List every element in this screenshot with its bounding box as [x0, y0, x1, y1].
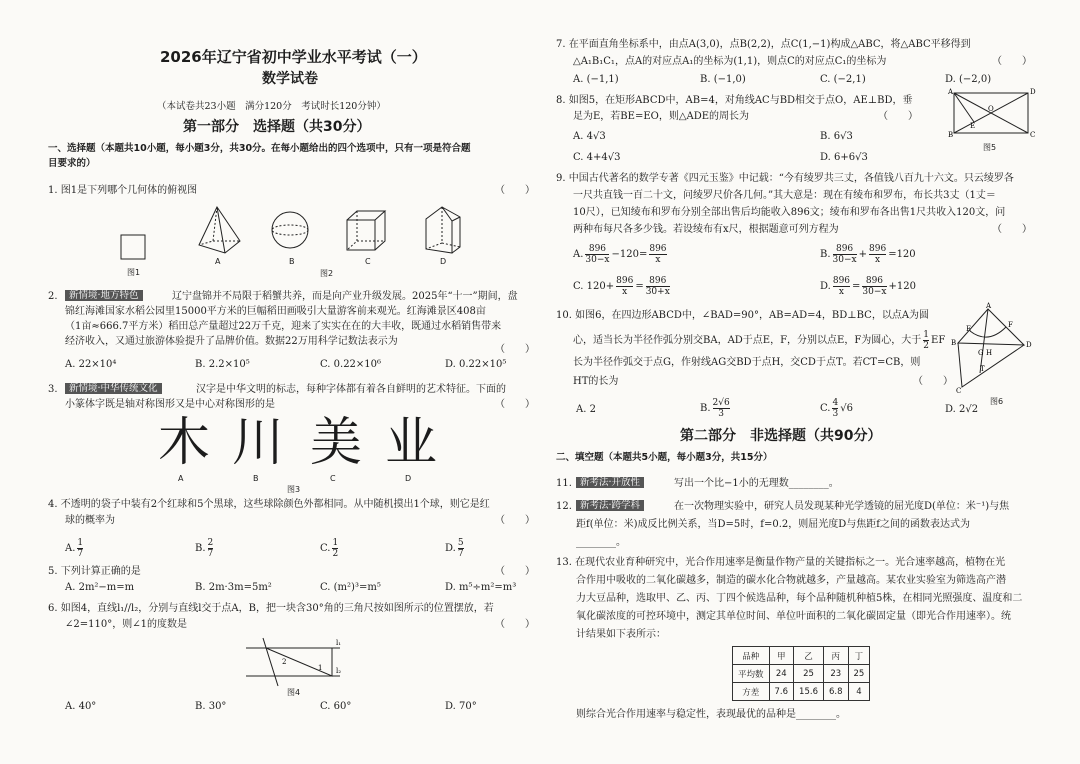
svg-text:D: D [1030, 88, 1036, 96]
q6-option-a: A. 40° [65, 701, 97, 712]
q8-answer-paren: （ ） [878, 111, 918, 122]
q13-line1: 13. 在现代农业育种研究中，光合作用速率是衡量作物产量的关键指标之一。光合速率越高，植物在光 [556, 557, 1006, 568]
q8-option-c: C. 4+4√3 [573, 152, 621, 163]
q2-option-b: B. 2.2×10⁵ [195, 359, 250, 370]
q5-stem: 5. 下列计算正确的是 [48, 566, 141, 577]
svg-text:2: 2 [282, 658, 287, 666]
table-cell: 6.8 [823, 683, 848, 701]
table-cell: 25 [848, 665, 870, 683]
q13-line5: 计结果如下表所示： [576, 629, 666, 640]
q8-line2: 足为E，若BE=EO，则△ADE的周长为 [573, 111, 750, 122]
table-header-cell: 丁 [848, 647, 870, 665]
q10-line1: 10. 如图6，在四边形ABCD中，∠BAD=90°，AB=AD=4，BD⊥BC，以点A为圆 [556, 310, 930, 321]
q9-line4: 两种布每尺各多少钱。若设绫布有x尺，根据题意可列方程为 [573, 224, 839, 235]
q6-answer-paren: （ ） [495, 619, 535, 630]
q2-line1: 辽宁盘锦并不局限于稻蟹共养，而是向产业升级发展。2025年“十一”期间，盘 [172, 291, 518, 302]
q5-option-b: B. 2m·3m=5m² [195, 582, 272, 593]
q4-option-b: B. $\frac{2}{7}$ [195, 538, 214, 559]
fig5-caption: 图5 [983, 143, 997, 152]
q3-answer-paren: （ ） [495, 399, 535, 410]
q9-option-c: C. 120+ $\frac{896}{x}$ = $\frac{896}{30+x}$ [573, 276, 670, 297]
q3-label-a: A [178, 474, 184, 483]
q3-number: 3. [48, 384, 58, 395]
q3-seal-glyph-c: 美 [310, 413, 363, 473]
table-header-cell: 甲 [769, 647, 794, 665]
part2-section-title: 二、填空题（本题共5小题，每小题3分，共15分） [556, 452, 773, 463]
q2-line3: （1亩≈666.7平方米）稻田总产量超过22万千克，迎来了实实在在的大丰收，既通过水稻销售带来 [65, 321, 502, 332]
q10-option-c: C. $\frac{4}{3}$ √6 [820, 398, 853, 419]
part1-instruction-cont: 目要求的） [48, 158, 96, 169]
table-header-cell: 品种 [733, 647, 770, 665]
q13-data-table [732, 646, 870, 701]
q2-number: 2. [48, 291, 58, 302]
q1-option-b-sphere [270, 208, 312, 254]
fig3-caption: 图3 [287, 485, 301, 494]
q7-option-d: D. (−2,0) [945, 74, 992, 85]
svg-text:l₁: l₁ [336, 639, 342, 647]
q9-line2: 一尺共直钱一百二十文，问绫罗尺价各几何。”其大意是：现在有绫布和罗布，布长共3丈（1丈＝ [573, 190, 996, 201]
table-cell: 15.6 [794, 683, 824, 701]
svg-text:1: 1 [318, 664, 323, 672]
q5-answer-paren: （ ） [495, 566, 535, 577]
q7-option-a: A. (−1,1) [573, 74, 619, 85]
q10-line3: 长为半径作弧交于点G，作射线AG交BD于点H，交CD于点T。若CT=CB，则 [573, 357, 921, 368]
exam-info: （本试卷共23小题 满分120分 考试时长120分钟） [157, 101, 386, 112]
q10-answer-paren: （ ） [913, 376, 953, 387]
q13-line3: 力大豆品种，选取甲、乙、丙、丁四个候选品种，每个品种随机种植5株，在相同光照强度、温度和二 [576, 593, 1023, 604]
q7-option-b: B. (−1,0) [700, 74, 746, 85]
table-cell: 平均数 [733, 665, 770, 683]
exam-title: 2026年辽宁省初中学业水平考试（一） [160, 48, 427, 66]
q6-figure-parallel-lines-triangle [238, 636, 348, 688]
q10-option-b: B. $\frac{2√6}{3}$ [700, 398, 730, 419]
q12-line2: 距f(单位：米)成反比例关系，当D=5时，f=0.2，则屈光度D与焦距f之间的函数表达式为 [576, 519, 970, 530]
svg-text:B: B [948, 131, 954, 139]
q1-answer-paren: （ ） [495, 185, 535, 196]
svg-text:A: A [986, 302, 992, 310]
q8-option-b: B. 6√3 [820, 131, 853, 142]
table-cell: 25 [794, 665, 824, 683]
table-cell: 24 [769, 665, 794, 683]
q1-label-d: D [440, 257, 447, 266]
svg-text:C: C [956, 387, 962, 395]
q3-line1: 汉字是中华文明的标志，每种字体都有着各自鲜明的艺术特征。下面的 [196, 384, 506, 395]
q1-label-a: A [215, 257, 221, 266]
table-row [733, 647, 870, 665]
q9-option-d: D. $\frac{896}{x}$ = $\frac{896}{30-x}$ +120 [820, 276, 916, 297]
q4-option-a: A. $\frac{1}{7}$ [65, 538, 84, 559]
part2-title: 第二部分 非选择题（共90分） [680, 428, 882, 444]
svg-text:G: G [978, 349, 984, 357]
q2-answer-paren: （ ） [495, 344, 535, 355]
svg-text:F: F [1008, 321, 1013, 329]
svg-text:E: E [970, 122, 976, 130]
table-cell: 4 [848, 683, 870, 701]
q1-option-c-cube [345, 208, 390, 254]
part1-title: 第一部分 选择题（共30分） [183, 119, 371, 135]
q6-line2: ∠2=110°，则∠1的度数是 [65, 619, 187, 630]
svg-text:D: D [1026, 341, 1032, 349]
q9-option-a: A. $\frac{896}{30-x}$ −120= $\frac{896}{x}$ [573, 244, 667, 265]
q2-line4: 经济收入，又通过旅游体验提升了品牌价值。数据22万用科学记数法表示为 [65, 336, 398, 347]
q1-top-view-square [118, 232, 148, 264]
table-cell: 7.6 [769, 683, 794, 701]
q7-option-c: C. (−2,1) [820, 74, 866, 85]
q8-option-a: A. 4√3 [573, 131, 606, 142]
q5-option-d: D. m⁵÷m²=m³ [445, 582, 517, 593]
q2-line2: 锦红海滩国家水稻公园里15000平方米的巨幅稻田画吸引大量游客前来观光。红海滩景区408亩 [65, 306, 486, 317]
q1-option-a-pyramid [195, 205, 245, 255]
q6-option-d: D. 70° [445, 701, 477, 712]
q6-option-c: C. 60° [320, 701, 352, 712]
svg-text:C: C [1030, 131, 1036, 139]
q8-option-d: D. 6+6√3 [820, 152, 868, 163]
svg-text:B: B [951, 339, 957, 347]
q11-text: 写出一个比−1小的无理数________。 [674, 478, 839, 489]
table-cell: 方差 [733, 683, 770, 701]
svg-text:O: O [988, 105, 994, 113]
table-header-cell: 乙 [794, 647, 824, 665]
svg-text:E: E [966, 325, 972, 333]
q12-tag: 新考法·跨学科 [576, 499, 644, 512]
q7-answer-paren: （ ） [992, 56, 1032, 67]
q12-number: 12. [556, 501, 572, 512]
q4-line1: 4. 不透明的袋子中装有2个红球和5个黑球，这些球除颜色外都相同。从中随机摸出1个球，则它是红 [48, 499, 490, 510]
q11-number: 11. [556, 478, 572, 489]
q3-label-d: D [405, 474, 412, 483]
fig6-caption: 图6 [990, 397, 1004, 406]
q4-option-c: C. $\frac{1}{2}$ [320, 538, 339, 559]
q3-seal-glyph-d: 业 [385, 413, 438, 473]
q13-line2: 合作用中吸收的二氧化碳越多，制造的碳水化合物就越多，产量越高。某农业实验室为筛选高产潜 [576, 575, 1006, 586]
q4-option-d: D. $\frac{5}{7}$ [445, 538, 464, 559]
q3-seal-glyph-b: 川 [232, 413, 285, 473]
q3-tag: 新情境·中华传统文化 [65, 382, 162, 395]
q13-final-question: 则综合光合作用速率与稳定性，表现最优的品种是________。 [576, 709, 846, 720]
q9-line3: 10尺），已知绫布和罗布分别全部出售后均能收入896文；绫布和罗布各出售1尺共收入120文，问 [573, 207, 1006, 218]
q6-option-b: B. 30° [195, 701, 227, 712]
q8-line1: 8. 如图5，在矩形ABCD中，AB=4，对角线AC与BD相交于点O，AE⊥BD，垂 [556, 95, 913, 106]
svg-text:H: H [986, 349, 993, 357]
q12-line1: 在一次物理实验中，研究人员发现某种光学透镜的屈光度D(单位：米⁻¹)与焦 [674, 501, 1010, 512]
svg-text:l₂: l₂ [336, 667, 342, 675]
q2-tag: 新情境·地方特色 [65, 289, 143, 302]
q9-answer-paren: （ ） [992, 224, 1032, 235]
svg-text:T: T [980, 365, 985, 373]
q10-figure-quadrilateral [950, 303, 1035, 395]
q2-option-a: A. 22×10⁴ [65, 359, 117, 370]
q2-option-c: C. 0.22×10⁶ [320, 359, 382, 370]
q3-seal-glyph-a: 木 [158, 413, 211, 473]
q1-stem: 1. 图1是下列哪个几何体的俯视图 [48, 185, 198, 196]
q4-line2: 球的概率为 [65, 515, 115, 526]
q5-option-a: A. 2m²−m=m [65, 582, 135, 593]
table-row [733, 683, 870, 701]
table-cell: 23 [823, 665, 848, 683]
q1-option-d-prism [422, 205, 464, 255]
q2-option-d: D. 0.22×10⁵ [445, 359, 507, 370]
part1-instruction: 一、选择题（本题共10小题，每小题3分，共30分。在每小题给出的四个选项中，只有一项是符合题 [48, 143, 471, 154]
q6-line1: 6. 如图4，直线l₁//l₂，分别与直线l交于点A，B，把一块含30°角的三角尺按如图所示的位置摆放，若 [48, 603, 494, 614]
table-row [733, 665, 870, 683]
fig1-caption: 图1 [127, 268, 141, 277]
q4-answer-paren: （ ） [495, 515, 535, 526]
q5-option-c: C. (m²)³=m⁵ [320, 582, 381, 593]
fig2-caption: 图2 [320, 269, 334, 278]
q13-line4: 氧化碳浓度的可控环境中，测定其单位时间、单位叶面积的二氧化碳固定量（即光合作用速率）。统 [576, 611, 1011, 622]
q1-label-b: B [289, 257, 295, 266]
q7-line2: △A₁B₁C₁，点A的对应点A₁的坐标为(1,1)，则点C的对应点C₁的坐标为 [573, 56, 887, 67]
q12-line3: ________。 [576, 537, 626, 548]
fig4-caption: 图4 [287, 688, 301, 697]
q10-line4: HT的长为 [573, 376, 619, 387]
q10-option-a: A. 2 [576, 404, 596, 415]
svg-text:A: A [948, 88, 954, 96]
q3-line2: 小篆体字既是轴对称图形又是中心对称图形的是 [65, 399, 275, 410]
table-header-cell: 丙 [823, 647, 848, 665]
q8-figure-rectangle [948, 88, 1034, 138]
q9-option-b: B. $\frac{896}{30-x}$ + $\frac{896}{x}$ =120 [820, 244, 916, 265]
q10-option-d: D. 2√2 [945, 404, 979, 415]
q11-tag: 新考法·开放性 [576, 476, 644, 489]
q10-line2: 心，适当长为半径作弧分别交BA，AD于点E，F，分别以点E，F为圆心，大于 $\frac{1}{2}$ EF [573, 330, 946, 351]
q7-line1: 7. 在平面直角坐标系中，由点A(3,0)，点B(2,2)，点C(1,−1)构成△ABC，将△ABC平移得到 [556, 39, 971, 50]
q1-label-c: C [365, 257, 371, 266]
q3-label-c: C [330, 474, 336, 483]
q9-line1: 9. 中国古代著名的数学专著《四元玉鉴》中记载：“今有绫罗共三丈，各值钱八百九十六文。只云绫罗各 [556, 173, 1014, 184]
q3-label-b: B [253, 474, 259, 483]
exam-subtitle: 数学试卷 [262, 71, 318, 87]
